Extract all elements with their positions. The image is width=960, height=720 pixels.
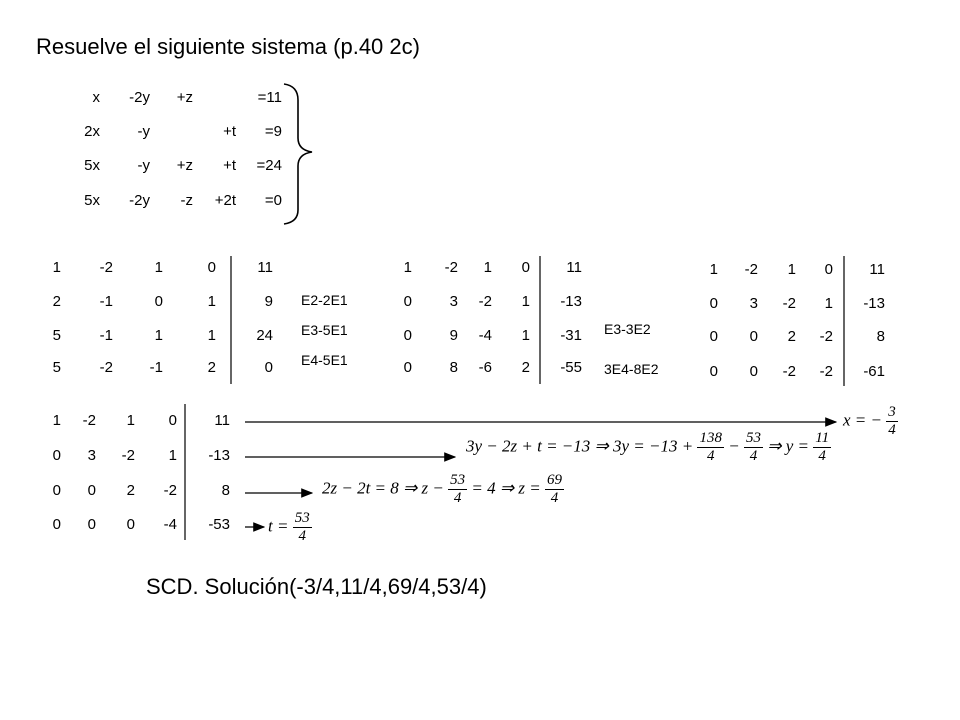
matrix-4-cell: 0 <box>52 447 61 464</box>
matrix-2-cell: 1 <box>403 259 412 276</box>
equation-term-cell: -y <box>137 123 150 140</box>
matrix-2-cell: -55 <box>560 359 582 376</box>
matrix-2-cell: -4 <box>478 327 492 344</box>
matrix-3-cell: 3 <box>749 295 758 312</box>
matrix-1-cell: 2 <box>52 293 61 310</box>
matrix-2-cell: -6 <box>478 359 492 376</box>
formula-z: 2z − 2t = 8 ⇒ z − $\frac{53}{4}$ = 4 ⇒ z = $\frac{69}{4}$ <box>322 472 562 506</box>
matrix-1-cell: -1 <box>99 293 113 310</box>
matrix-1-cell: 0 <box>154 293 163 310</box>
equation-term-cell: 5x <box>84 192 100 209</box>
equation-term-cell: =24 <box>256 157 282 174</box>
matrix-3-cell: -2 <box>819 363 833 380</box>
equation-term-cell: =0 <box>264 192 282 209</box>
matrix-2-cell: 1 <box>521 293 530 310</box>
matrix-4-cell: 0 <box>87 516 96 533</box>
matrix-1-cell: 1 <box>154 327 163 344</box>
matrix-4-cell: 1 <box>168 447 177 464</box>
matrix-2-cell: -2 <box>444 259 458 276</box>
matrix-2-cell: 11 <box>566 259 582 276</box>
matrix-4-cell: 0 <box>52 516 61 533</box>
matrix-1-cell: 1 <box>207 293 216 310</box>
matrix-4-cell: -53 <box>208 516 230 533</box>
matrix-4-cell: -4 <box>163 516 177 533</box>
matrix-3-cell: 0 <box>709 328 718 345</box>
matrix-1-cell: -1 <box>99 327 113 344</box>
matrix-4-cell: 3 <box>87 447 96 464</box>
matrix-2-cell: -13 <box>560 293 582 310</box>
matrix-3-cell: 0 <box>749 363 758 380</box>
matrix-3-cell: -61 <box>863 363 885 380</box>
brace <box>284 84 312 224</box>
row-operation-label: E2-2E1 <box>301 292 348 308</box>
matrix-1-cell: 1 <box>154 259 163 276</box>
matrix-4-cell: 0 <box>126 516 135 533</box>
matrix-1-cell: 0 <box>264 359 273 376</box>
matrix-3-cell: 8 <box>876 328 885 345</box>
matrix-4-cell: 0 <box>52 482 61 499</box>
row-operation-label: E4-5E1 <box>301 352 348 368</box>
matrix-4-cell: -2 <box>163 482 177 499</box>
formula-t: t = $\frac{53}{4}$ <box>268 510 310 544</box>
matrix-2-cell: -31 <box>560 327 582 344</box>
matrix-1-cell: -2 <box>99 359 113 376</box>
matrix-2-cell: 9 <box>449 327 458 344</box>
equation-term-cell: x <box>92 89 100 106</box>
matrix-3-cell: 1 <box>709 261 718 278</box>
equation-term-cell: +z <box>176 89 193 106</box>
formula-y: 3y − 2z + t = −13 ⇒ 3y = −13 + $\frac{138}{4}$ − $\frac{53}{4}$ ⇒ y = $\frac{11}{4}$ <box>466 430 830 464</box>
matrix-1-cell: 1 <box>52 259 61 276</box>
equation-term-cell: +z <box>176 157 193 174</box>
matrix-1-cell: 5 <box>52 359 61 376</box>
page-title: Resuelve el siguiente sistema (p.40 2c) <box>36 34 420 59</box>
matrix-1-cell: 5 <box>52 327 61 344</box>
matrix-1-cell: 1 <box>207 327 216 344</box>
matrix-4-cell: 2 <box>126 482 135 499</box>
matrix-3-cell: 11 <box>869 261 885 278</box>
matrix-2-cell: 1 <box>521 327 530 344</box>
equation-term-cell: =11 <box>257 89 282 106</box>
matrix-4-cell: -2 <box>121 447 135 464</box>
matrix-3-cell: 0 <box>709 295 718 312</box>
matrix-1-cell: -2 <box>99 259 113 276</box>
matrix-4-cell: -13 <box>208 447 230 464</box>
formula-x: x = − $\frac{3}{4}$ <box>843 404 896 438</box>
matrix-4-cell: 0 <box>87 482 96 499</box>
equation-term-cell: =9 <box>264 123 282 140</box>
equation-term-cell: +t <box>223 157 236 174</box>
matrix-4-cell: 1 <box>126 412 135 429</box>
matrix-2-cell: 0 <box>403 293 412 310</box>
row-operation-label: E3-3E2 <box>604 321 651 337</box>
matrix-3-cell: 2 <box>787 328 796 345</box>
matrix-4-cell: 1 <box>52 412 61 429</box>
matrix-4-cell: -2 <box>82 412 96 429</box>
matrix-2-cell: 0 <box>521 259 530 276</box>
row-operation-label: 3E4-8E2 <box>604 361 659 377</box>
matrix-2-cell: -2 <box>478 293 492 310</box>
equation-term-cell: -2y <box>129 192 150 209</box>
matrix-2-cell: 3 <box>449 293 458 310</box>
matrix-3-cell: 0 <box>709 363 718 380</box>
matrix-2-cell: 0 <box>403 327 412 344</box>
matrix-3-cell: 1 <box>787 261 796 278</box>
matrix-1-cell: 9 <box>264 293 273 310</box>
matrix-2-cell: 8 <box>449 359 458 376</box>
equation-term-cell: 5x <box>84 157 100 174</box>
equation-term-cell: -z <box>180 192 193 209</box>
matrix-3-cell: -2 <box>782 363 796 380</box>
matrix-3-cell: 0 <box>824 261 833 278</box>
matrix-4-cell: 0 <box>168 412 177 429</box>
matrix-2-cell: 1 <box>483 259 492 276</box>
solution-summary: SCD. Solución(-3/4,11/4,69/4,53/4) <box>146 574 487 599</box>
matrix-3-cell: -2 <box>782 295 796 312</box>
matrix-1-cell: -1 <box>149 359 163 376</box>
matrix-3-cell: -13 <box>863 295 885 312</box>
matrix-1-cell: 24 <box>256 327 273 344</box>
matrix-1-cell: 11 <box>257 259 273 276</box>
matrix-1-cell: 0 <box>207 259 216 276</box>
row-operation-label: E3-5E1 <box>301 322 348 338</box>
matrix-3-cell: 0 <box>749 328 758 345</box>
equation-term-cell: 2x <box>84 123 100 140</box>
matrix-2-cell: 0 <box>403 359 412 376</box>
matrix-4-cell: 11 <box>214 412 230 429</box>
matrix-3-cell: -2 <box>819 328 833 345</box>
equation-term-cell: +t <box>223 123 236 140</box>
equation-term-cell: +2t <box>214 192 236 209</box>
matrix-2-cell: 2 <box>521 359 530 376</box>
equation-term-cell: -y <box>137 157 150 174</box>
matrix-3-cell: 1 <box>824 295 833 312</box>
matrix-4-cell: 8 <box>221 482 230 499</box>
matrix-3-cell: -2 <box>744 261 758 278</box>
equation-term-cell: -2y <box>129 89 150 106</box>
matrix-1-cell: 2 <box>207 359 216 376</box>
